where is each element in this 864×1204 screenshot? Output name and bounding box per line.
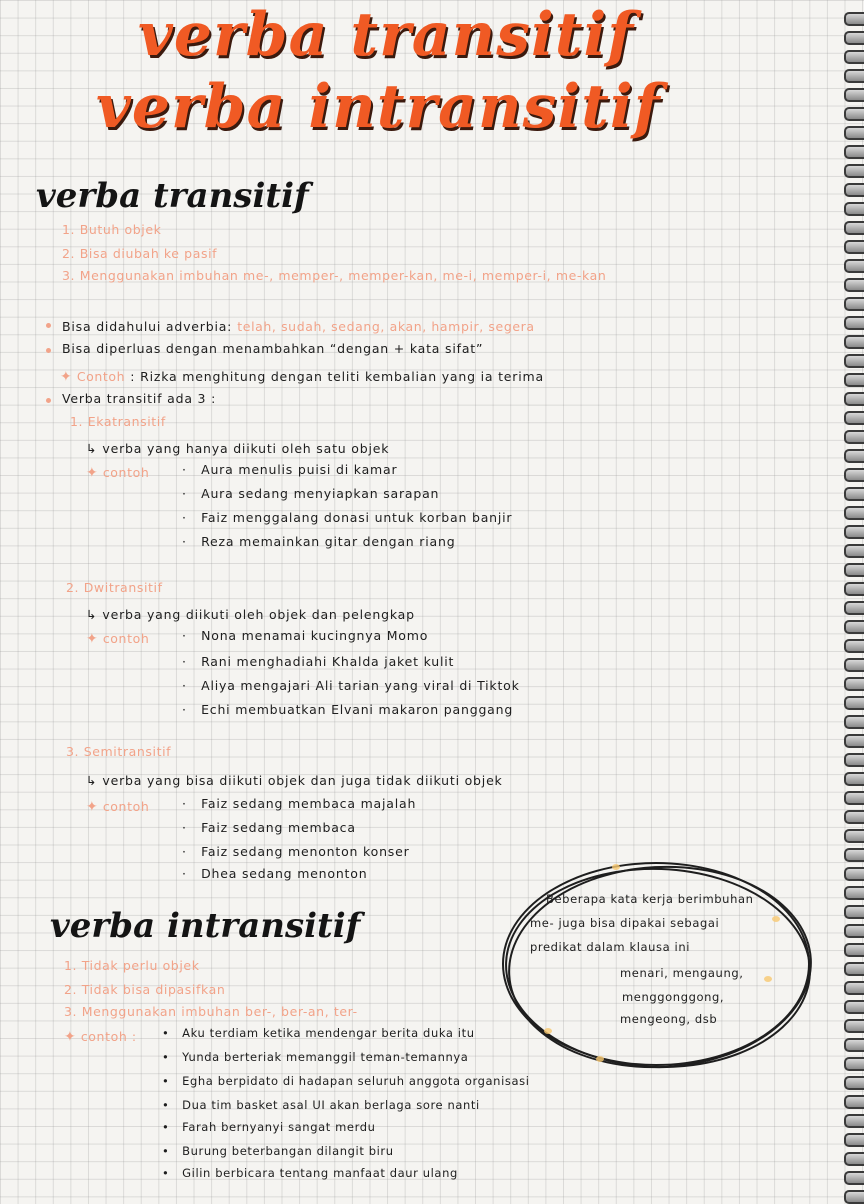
example-contoh bbox=[60, 366, 544, 385]
binding-ring bbox=[844, 867, 864, 881]
binding-ring bbox=[844, 601, 864, 615]
intransitif-rule-3: 3. Menggunakan imbuhan ber-, ber-an, ter- bbox=[64, 1004, 358, 1019]
note-diperluas: Bisa diperluas dengan menambahkan “dengan + kata sifat” bbox=[62, 341, 484, 356]
intransitif-example-5: • Farah bernyanyi sangat merdu bbox=[162, 1120, 376, 1134]
example-text: : Rizka menghitung dengan teliti kembalian yang ia terima bbox=[130, 369, 544, 384]
intransitif-example-7: • Gilin berbicara tentang manfaat daur ulang bbox=[162, 1166, 458, 1180]
binding-ring bbox=[844, 544, 864, 558]
type-2-label: contoh bbox=[102, 631, 150, 646]
dot bbox=[544, 1028, 552, 1034]
section-title-transitif: verba transitif bbox=[36, 176, 309, 216]
intransitif-contoh bbox=[64, 1026, 137, 1045]
binding-ring bbox=[844, 316, 864, 330]
binding-ring bbox=[844, 715, 864, 729]
dot bbox=[764, 976, 772, 982]
intransitif-example-2: • Yunda berteriak memanggil teman-temannya bbox=[162, 1050, 469, 1064]
binding-ring bbox=[844, 164, 864, 178]
page-title-line-1: verba transitif bbox=[138, 0, 635, 70]
binding-ring bbox=[844, 69, 864, 83]
transitif-rule-2: 2. Bisa diubah ke pasif bbox=[62, 246, 218, 261]
binding-ring bbox=[844, 487, 864, 501]
binding-ring bbox=[844, 1057, 864, 1071]
binding-ring bbox=[844, 563, 864, 577]
binding-ring bbox=[844, 943, 864, 957]
type-2-name: 2. Dwitransitif bbox=[66, 580, 163, 595]
binding-ring bbox=[844, 297, 864, 311]
binding-ring bbox=[844, 1076, 864, 1090]
bullet-dot bbox=[46, 398, 51, 403]
note-line-2: me- juga bisa dipakai sebagai bbox=[530, 916, 720, 930]
binding-ring bbox=[844, 848, 864, 862]
binding-ring bbox=[844, 335, 864, 349]
binding-ring bbox=[844, 259, 864, 273]
type-1-example-3: · Faiz menggalang donasi untuk korban banjir bbox=[182, 510, 513, 525]
binding-ring bbox=[844, 126, 864, 140]
type-1-contoh bbox=[86, 462, 149, 481]
binding-ring bbox=[844, 50, 864, 64]
binding-ring bbox=[844, 88, 864, 102]
binding-ring bbox=[844, 1152, 864, 1166]
binding-ring bbox=[844, 183, 864, 197]
page-title-line-2: verba intransitif bbox=[96, 72, 661, 142]
binding-ring bbox=[844, 962, 864, 976]
binding-ring bbox=[844, 734, 864, 748]
binding-ring bbox=[844, 449, 864, 463]
binding-ring bbox=[844, 12, 864, 26]
type-2-example-4: · Echi membuatkan Elvani makaron panggang bbox=[182, 702, 514, 717]
binding-ring bbox=[844, 145, 864, 159]
type-3-desc-text: verba yang bisa diikuti objek dan juga tidak diikuti objek bbox=[102, 773, 503, 788]
binding-ring bbox=[844, 1000, 864, 1014]
type-1-desc-text: verba yang hanya diikuti oleh satu objek bbox=[102, 441, 390, 456]
binding-ring bbox=[844, 221, 864, 235]
bullet-dot bbox=[46, 323, 51, 328]
binding-ring bbox=[844, 658, 864, 672]
types-title: Verba transitif ada 3 : bbox=[62, 391, 217, 406]
type-3-example-1: · Faiz sedang membaca majalah bbox=[182, 796, 417, 811]
type-1-label: contoh bbox=[102, 465, 150, 480]
binding-ring bbox=[844, 278, 864, 292]
binding-ring bbox=[844, 411, 864, 425]
star-icon: ✦ bbox=[86, 799, 98, 815]
bullet-dot bbox=[46, 348, 51, 353]
transitif-rule-1: 1. Butuh objek bbox=[62, 222, 162, 237]
spiral-binding bbox=[838, 0, 864, 1200]
note-line-6: mengeong, dsb bbox=[620, 1012, 718, 1026]
binding-ring bbox=[844, 430, 864, 444]
binding-ring bbox=[844, 392, 864, 406]
arrow-icon: ↳ bbox=[86, 773, 98, 788]
transitif-rule-3: 3. Menggunakan imbuhan me-, memper-, memper-kan, me-i, memper-i, me-kan bbox=[62, 268, 607, 283]
binding-ring bbox=[844, 1133, 864, 1147]
binding-ring bbox=[844, 354, 864, 368]
binding-ring bbox=[844, 1190, 864, 1204]
intransitif-rule-1: 1. Tidak perlu objek bbox=[64, 958, 200, 973]
dot bbox=[612, 864, 620, 870]
note-adverbia-text: Bisa didahului adverbia: bbox=[62, 319, 233, 334]
binding-ring bbox=[844, 829, 864, 843]
example-label: Contoh bbox=[76, 369, 126, 384]
type-2-example-2: · Rani menghadiahi Khalda jaket kulit bbox=[182, 654, 455, 669]
binding-ring bbox=[844, 886, 864, 900]
binding-ring bbox=[844, 1171, 864, 1185]
star-icon: ✦ bbox=[60, 369, 72, 385]
binding-ring bbox=[844, 31, 864, 45]
type-1-example-4: · Reza memainkan gitar dengan riang bbox=[182, 534, 456, 549]
section-title-intransitif: verba intransitif bbox=[50, 906, 361, 946]
star-icon: ✦ bbox=[64, 1029, 76, 1045]
binding-ring bbox=[844, 240, 864, 254]
type-3-contoh bbox=[86, 796, 149, 815]
type-3-example-2: · Faiz sedang membaca bbox=[182, 820, 356, 835]
binding-ring bbox=[844, 1114, 864, 1128]
binding-ring bbox=[844, 696, 864, 710]
intransitif-label: contoh : bbox=[80, 1029, 137, 1044]
type-3-example-3: · Faiz sedang menonton konser bbox=[182, 844, 410, 859]
note-adverbia-list: telah, sudah, sedang, akan, hampir, segera bbox=[237, 319, 535, 334]
type-1-example-1: · Aura menulis puisi di kamar bbox=[182, 462, 398, 477]
binding-ring bbox=[844, 677, 864, 691]
star-icon: ✦ bbox=[86, 631, 98, 647]
intransitif-example-6: • Burung beterbangan dilangit biru bbox=[162, 1144, 394, 1158]
note-circle bbox=[502, 862, 812, 1068]
binding-ring bbox=[844, 506, 864, 520]
intransitif-example-4: • Dua tim basket asal UI akan berlaga sore nanti bbox=[162, 1098, 480, 1112]
type-2-example-1: · Nona menamai kucingnya Momo bbox=[182, 628, 429, 643]
type-2-desc-text: verba yang diikuti oleh objek dan pelengkap bbox=[102, 607, 415, 622]
binding-ring bbox=[844, 772, 864, 786]
arrow-icon: ↳ bbox=[86, 607, 98, 622]
binding-ring bbox=[844, 525, 864, 539]
binding-ring bbox=[844, 905, 864, 919]
binding-ring bbox=[844, 791, 864, 805]
intransitif-example-1: • Aku terdiam ketika mendengar berita duka itu bbox=[162, 1026, 475, 1040]
type-3-label: contoh bbox=[102, 799, 150, 814]
intransitif-example-3: • Egha berpidato di hadapan seluruh anggota organisasi bbox=[162, 1074, 530, 1088]
binding-ring bbox=[844, 582, 864, 596]
note-adverbia bbox=[62, 316, 535, 335]
binding-ring bbox=[844, 639, 864, 653]
binding-ring bbox=[844, 107, 864, 121]
note-line-5: menggonggong, bbox=[622, 990, 725, 1004]
type-1-desc bbox=[86, 438, 389, 457]
type-3-example-4: · Dhea sedang menonton bbox=[182, 866, 368, 881]
binding-ring bbox=[844, 1095, 864, 1109]
note-line-3: predikat dalam klausa ini bbox=[530, 940, 691, 954]
type-2-desc bbox=[86, 604, 415, 623]
type-1-example-2: · Aura sedang menyiapkan sarapan bbox=[182, 486, 440, 501]
binding-ring bbox=[844, 753, 864, 767]
type-3-name: 3. Semitransitif bbox=[66, 744, 172, 759]
binding-ring bbox=[844, 981, 864, 995]
binding-ring bbox=[844, 620, 864, 634]
note-line-1: Beberapa kata kerja berimbuhan bbox=[546, 892, 754, 906]
type-3-desc bbox=[86, 770, 503, 789]
arrow-icon: ↳ bbox=[86, 441, 98, 456]
binding-ring bbox=[844, 468, 864, 482]
binding-ring bbox=[844, 1038, 864, 1052]
dot bbox=[772, 916, 780, 922]
binding-ring bbox=[844, 924, 864, 938]
intransitif-rule-2: 2. Tidak bisa dipasifkan bbox=[64, 982, 226, 997]
binding-ring bbox=[844, 373, 864, 387]
binding-ring bbox=[844, 202, 864, 216]
dot bbox=[596, 1056, 604, 1062]
type-1-name: 1. Ekatransitif bbox=[70, 414, 166, 429]
binding-ring bbox=[844, 1019, 864, 1033]
type-2-contoh bbox=[86, 628, 149, 647]
star-icon: ✦ bbox=[86, 465, 98, 481]
type-2-example-3: · Aliya mengajari Ali tarian yang viral di Tiktok bbox=[182, 678, 520, 693]
note-line-4: menari, mengaung, bbox=[620, 966, 744, 980]
binding-ring bbox=[844, 810, 864, 824]
